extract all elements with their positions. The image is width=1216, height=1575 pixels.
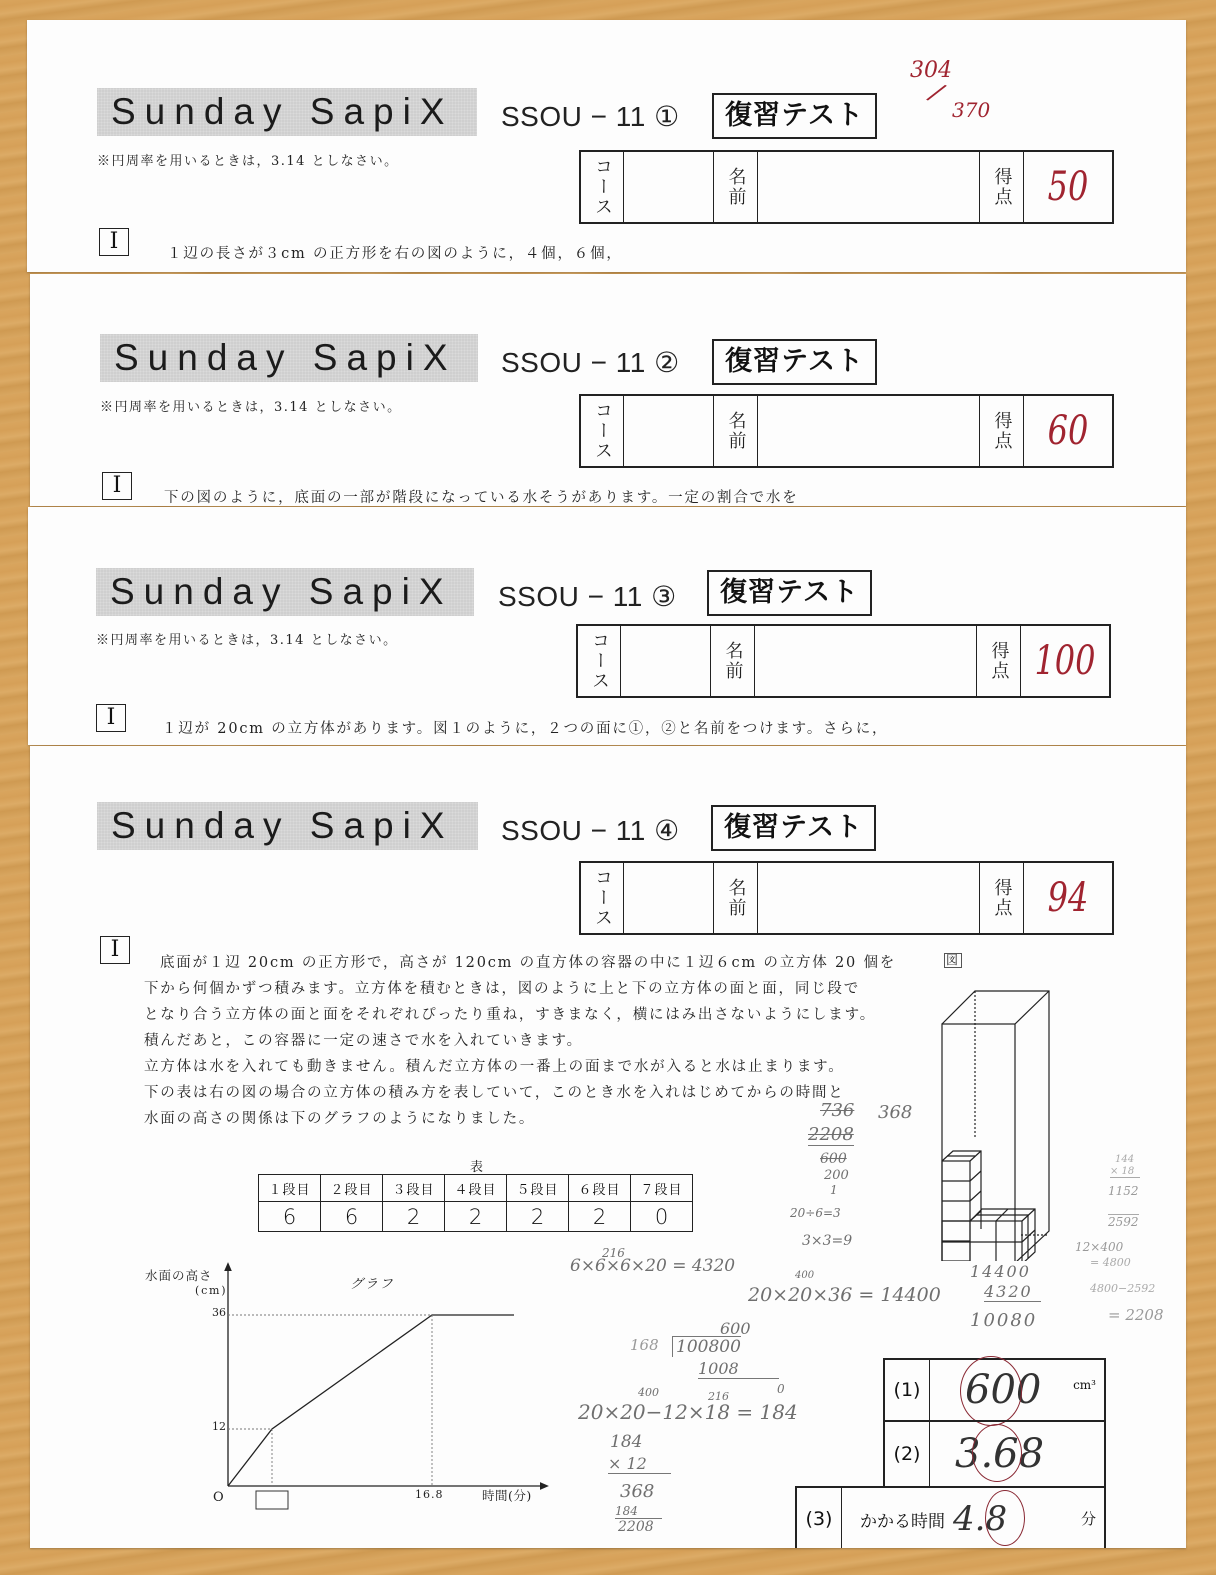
section-number: I [102, 472, 132, 500]
figure-label: 図 [946, 953, 960, 967]
scratch-note: 144 [1115, 1154, 1135, 1165]
scratch-note: 216 [602, 1246, 625, 1260]
table-header-cell: ７段目 [631, 1175, 693, 1202]
scratch-note: 200 [824, 1168, 849, 1183]
scratch-note: 2208 [618, 1519, 654, 1535]
scratch-note: 600 [720, 1319, 751, 1338]
table-header-cell: ３段目 [383, 1175, 445, 1202]
scratch-note: 3×3=9 [802, 1233, 853, 1249]
scratch-note: 168 [630, 1336, 659, 1354]
question-line: 下の表は右の図の場合の立方体の積み方を表していて，このとき水を入れはじめてからの時間と [144, 1085, 845, 1101]
answer-prefix: かかる時間 [860, 1511, 945, 1532]
overall-score-slash: / [926, 77, 947, 109]
score-value: 100 [1034, 638, 1096, 684]
scratch-note: 1 [830, 1183, 838, 1197]
pi-note: ※円周率を用いるときは，3.14 としなさい。 [96, 633, 398, 648]
test-code: SSOU − 11 ① [501, 101, 680, 132]
course-label: コース [581, 396, 624, 466]
question-line: となり合う立方体の面と面をそれぞれぴったり重ね，すきまなく，横にはみ出さないようにします。 [144, 1007, 877, 1023]
answer-row-3 [795, 1486, 1106, 1548]
test-sheet-4 [30, 746, 1186, 1548]
name-label: 名前 [711, 626, 755, 696]
name-field[interactable] [758, 863, 980, 933]
brand-logo: Sunday SapiX [96, 568, 474, 616]
score-value: 94 [1047, 875, 1089, 921]
table-header-cell: ２段目 [321, 1175, 383, 1202]
question-line: 底面が１辺 20cm の正方形で，高さが 120cm の直方体の容器の中に１辺６cm の立方体 20 個を [160, 955, 897, 971]
scratch-note: 216 [708, 1390, 729, 1403]
graph-origin: O [213, 1490, 226, 1505]
scratch-note: × 18 [1110, 1166, 1140, 1178]
graph-xtick-16.8: 16.8 [415, 1488, 444, 1501]
scratch-note: 10080 [970, 1310, 1038, 1331]
test-code: SSOU − 11 ④ [501, 815, 680, 846]
scratch-note: 2592 [1108, 1215, 1139, 1229]
answer-field[interactable] [930, 1360, 1104, 1420]
scratch-note: 400 [795, 1270, 815, 1281]
answer-value: 3.68 [955, 1431, 1045, 1477]
answer-label: (3) [797, 1488, 842, 1548]
test-type-label: 復習テスト [711, 805, 876, 851]
info-table [576, 624, 1111, 698]
scratch-note: × 12 [608, 1454, 671, 1474]
section-number: I [99, 228, 129, 256]
brand-logo: Sunday SapiX [97, 88, 477, 136]
section-number: I [100, 936, 130, 964]
table-value-cell: 2 [507, 1202, 569, 1232]
scratch-note: 12×400 [1075, 1240, 1124, 1254]
pi-note: ※円周率を用いるときは，3.14 としなさい。 [97, 154, 399, 169]
scratch-note: 20÷6=3 [790, 1206, 841, 1220]
test-sheet-1 [27, 20, 1186, 272]
table-header-row [259, 1175, 693, 1202]
name-label: 名前 [714, 863, 758, 933]
course-field[interactable] [624, 152, 714, 222]
name-label: 名前 [714, 152, 758, 222]
info-table [579, 150, 1114, 224]
table-value-cell: 6 [259, 1202, 321, 1232]
score-value: 60 [1047, 408, 1089, 454]
name-field[interactable] [758, 152, 980, 222]
info-table [579, 394, 1114, 468]
test-type-label: 復習テスト [707, 570, 872, 616]
answer-unit: cm³ [1073, 1378, 1096, 1392]
section-number: I [96, 704, 126, 732]
question-line: 積んだあと，この容器に一定の速さで水を入れていきます。 [144, 1033, 583, 1049]
test-sheet-3 [28, 507, 1186, 745]
table-header-cell: １段目 [259, 1175, 321, 1202]
name-label: 名前 [714, 396, 758, 466]
graph-title: グラフ [350, 1277, 395, 1292]
table-value-cell: 2 [445, 1202, 507, 1232]
stacked-cubes-figure [935, 961, 1065, 1261]
graph-ylabel: 水面の高さ [145, 1268, 213, 1283]
course-label: コース [581, 152, 624, 222]
graph-ytick-36: 36 [212, 1306, 226, 1319]
scratch-note: = 2208 [1108, 1306, 1164, 1324]
scratch-note: 736 [820, 1100, 855, 1121]
course-label: コース [581, 863, 624, 933]
brand-logo: Sunday SapiX [100, 334, 478, 382]
table-header-cell: ４段目 [445, 1175, 507, 1202]
scratch-note: 600 [820, 1151, 847, 1167]
score-label: 得点 [980, 863, 1024, 933]
graph-xlabel: 時間(分) [482, 1488, 532, 1503]
table-value-row [259, 1202, 693, 1232]
stacking-table [258, 1174, 693, 1232]
score-label: 得点 [977, 626, 1021, 696]
answer-field[interactable] [930, 1422, 1104, 1486]
scratch-note: 1152 [1108, 1184, 1139, 1198]
scratch-note: 184 [610, 1432, 643, 1452]
test-code: SSOU − 11 ③ [498, 581, 677, 612]
answer-row-1 [883, 1358, 1106, 1422]
scratch-note: 20×20−12×18 = 184 [578, 1400, 798, 1424]
course-field[interactable] [624, 863, 714, 933]
overall-score-denominator: 370 [952, 98, 991, 122]
overall-score-numerator: 304 [910, 58, 952, 83]
test-code: SSOU − 11 ② [501, 347, 680, 378]
table-header-cell: ５段目 [507, 1175, 569, 1202]
scratch-note: = 4800 [1090, 1256, 1131, 1269]
question-line: 下から何個かずつ積みます。立方体を積むときは，図のように上と下の立方体の面と面，同じ段で [144, 981, 861, 997]
scratch-note: 368 [878, 1102, 913, 1123]
brand-logo: Sunday SapiX [97, 802, 478, 850]
answer-row-2 [883, 1420, 1106, 1488]
scratch-note: 184 [615, 1504, 662, 1519]
scratch-note: 2208 [808, 1124, 854, 1145]
question-text: １辺の長さが３cm の正方形を右の図のように，４個，６個， [167, 246, 623, 262]
correct-mark-icon [985, 1490, 1025, 1546]
question-text: 下の図のように，底面の一部が階段になっている水そうがあります。一定の割合で水を [164, 490, 799, 506]
test-sheet-2 [30, 274, 1186, 506]
graph-ytick-12: 12 [212, 1420, 226, 1433]
table-value-cell: 0 [631, 1202, 693, 1232]
course-label: コース [578, 626, 621, 696]
name-field[interactable] [758, 396, 980, 466]
test-type-label: 復習テスト [712, 93, 877, 139]
scratch-note: 6×6×6×20 = 4320 [570, 1256, 736, 1276]
scratch-note: 14400 [970, 1262, 1031, 1281]
question-text: １辺が 20cm の立方体があります。図１のように，２つの面に①，②と名前をつけます。さらに， [162, 721, 889, 737]
scratch-note: 0 [777, 1382, 785, 1396]
answer-label: (1) [885, 1360, 930, 1420]
scratch-note: 1008 [698, 1359, 779, 1379]
table-header-cell: ６段目 [569, 1175, 631, 1202]
graph-plot [220, 1261, 560, 1521]
correct-mark-icon [972, 1424, 1022, 1482]
table-value-cell: 6 [321, 1202, 383, 1232]
question-line: 水面の高さの関係は下のグラフのようになりました。 [144, 1111, 536, 1127]
course-field[interactable] [621, 626, 711, 696]
correct-mark-icon [960, 1356, 1022, 1426]
pi-note: ※円周率を用いるときは，3.14 としなさい。 [100, 400, 402, 415]
graph-yunit: (cm) [195, 1284, 228, 1297]
question-line: 立方体は水を入れても動きません。積んだ立方体の一番上の面まで水が入ると水は止まります。 [144, 1059, 845, 1075]
answer-label: (2) [885, 1422, 930, 1486]
answer-value: 4.8 [953, 1499, 1008, 1539]
test-type-label: 復習テスト [712, 339, 877, 385]
course-field[interactable] [624, 396, 714, 466]
score-label: 得点 [980, 396, 1024, 466]
answer-value: 600 [965, 1367, 1042, 1413]
answer-unit: 分 [1080, 1510, 1096, 1528]
info-table [579, 861, 1114, 935]
score-label: 得点 [980, 152, 1024, 222]
scratch-note: 368 [620, 1481, 655, 1502]
scratch-note: 20×20×36 = 14400 [748, 1284, 941, 1306]
scratch-note: 400 [638, 1386, 659, 1399]
table-value-cell: 2 [383, 1202, 445, 1232]
scratch-note: 100800 [672, 1336, 741, 1357]
table-title: 表 [470, 1160, 485, 1175]
blank-answer-box [256, 1491, 288, 1509]
scratch-note: 4320 [984, 1282, 1041, 1302]
scratch-note: 4800−2592 [1090, 1282, 1156, 1295]
score-value: 50 [1047, 164, 1089, 210]
answer-field[interactable] [842, 1488, 1104, 1548]
name-field[interactable] [755, 626, 977, 696]
table-value-cell: 2 [569, 1202, 631, 1232]
